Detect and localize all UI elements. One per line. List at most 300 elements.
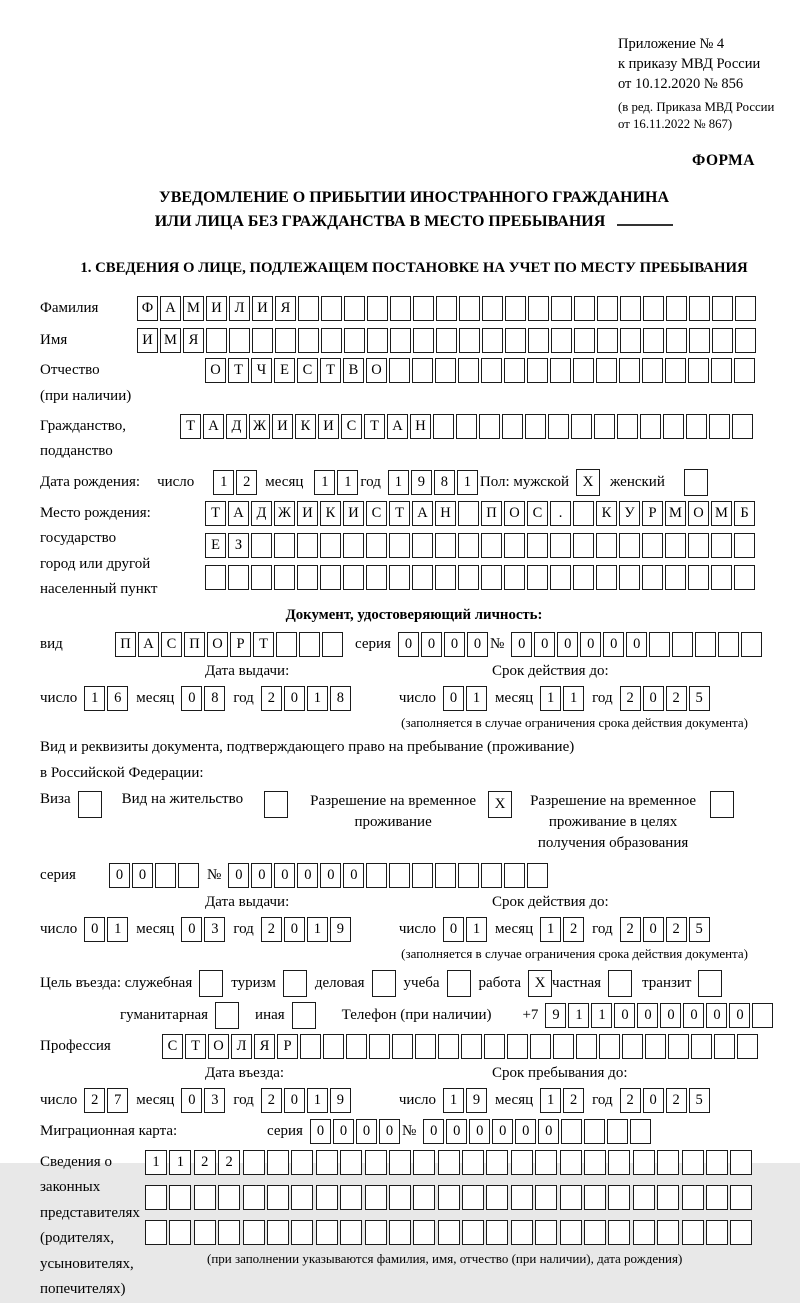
- char-cell[interactable]: 2: [261, 686, 282, 711]
- char-cell[interactable]: [649, 632, 670, 657]
- char-cell[interactable]: [732, 414, 753, 439]
- char-cell[interactable]: [665, 565, 686, 590]
- female-checkbox[interactable]: [684, 469, 708, 496]
- char-cell[interactable]: [415, 1034, 436, 1059]
- char-cell[interactable]: [346, 1034, 367, 1059]
- char-cell[interactable]: О: [207, 632, 228, 657]
- char-cell[interactable]: 0: [297, 863, 318, 888]
- char-cell[interactable]: 1: [540, 917, 561, 942]
- char-cell[interactable]: 1: [466, 686, 487, 711]
- char-cell[interactable]: [597, 328, 618, 353]
- char-cell[interactable]: [682, 1150, 704, 1175]
- char-cell[interactable]: [584, 1220, 606, 1245]
- char-cell[interactable]: [706, 1150, 728, 1175]
- char-cell[interactable]: [663, 414, 684, 439]
- char-cell[interactable]: [145, 1220, 167, 1245]
- char-cell[interactable]: З: [228, 533, 249, 558]
- char-cell[interactable]: [389, 358, 410, 383]
- char-cell[interactable]: [511, 1185, 533, 1210]
- char-cell[interactable]: Ж: [249, 414, 270, 439]
- char-cell[interactable]: [527, 863, 548, 888]
- char-cell[interactable]: [462, 1150, 484, 1175]
- char-cell[interactable]: [597, 296, 618, 321]
- char-cell[interactable]: [711, 533, 732, 558]
- char-cell[interactable]: 0: [660, 1003, 681, 1028]
- char-cell[interactable]: 1: [591, 1003, 612, 1028]
- char-cell[interactable]: [734, 565, 755, 590]
- char-cell[interactable]: [291, 1185, 313, 1210]
- char-cell[interactable]: Б: [734, 501, 755, 526]
- char-cell[interactable]: 0: [251, 863, 272, 888]
- char-cell[interactable]: [657, 1220, 679, 1245]
- char-cell[interactable]: [435, 565, 456, 590]
- char-cell[interactable]: 2: [84, 1088, 105, 1113]
- char-cell[interactable]: 0: [181, 1088, 202, 1113]
- char-cell[interactable]: [365, 1150, 387, 1175]
- char-cell[interactable]: [462, 1220, 484, 1245]
- char-cell[interactable]: С: [162, 1034, 183, 1059]
- char-cell[interactable]: [267, 1150, 289, 1175]
- char-cell[interactable]: [665, 533, 686, 558]
- char-cell[interactable]: А: [138, 632, 159, 657]
- char-cell[interactable]: [504, 565, 525, 590]
- char-cell[interactable]: А: [160, 296, 181, 321]
- char-cell[interactable]: [504, 358, 525, 383]
- char-cell[interactable]: 0: [643, 917, 664, 942]
- char-cell[interactable]: К: [320, 501, 341, 526]
- char-cell[interactable]: [511, 1150, 533, 1175]
- char-cell[interactable]: Т: [180, 414, 201, 439]
- char-cell[interactable]: [479, 414, 500, 439]
- char-cell[interactable]: [712, 328, 733, 353]
- char-cell[interactable]: И: [297, 501, 318, 526]
- char-cell[interactable]: 8: [330, 686, 351, 711]
- visa-checkbox[interactable]: [78, 791, 102, 818]
- char-cell[interactable]: [633, 1185, 655, 1210]
- char-cell[interactable]: [535, 1185, 557, 1210]
- char-cell[interactable]: [688, 533, 709, 558]
- char-cell[interactable]: [251, 565, 272, 590]
- char-cell[interactable]: 1: [443, 1088, 464, 1113]
- char-cell[interactable]: А: [387, 414, 408, 439]
- char-cell[interactable]: 0: [534, 632, 555, 657]
- char-cell[interactable]: [730, 1220, 752, 1245]
- char-cell[interactable]: [714, 1034, 735, 1059]
- char-cell[interactable]: [274, 565, 295, 590]
- char-cell[interactable]: [594, 414, 615, 439]
- char-cell[interactable]: [169, 1220, 191, 1245]
- char-cell[interactable]: О: [366, 358, 387, 383]
- char-cell[interactable]: [709, 414, 730, 439]
- char-cell[interactable]: Н: [410, 414, 431, 439]
- char-cell[interactable]: [482, 296, 503, 321]
- char-cell[interactable]: [505, 296, 526, 321]
- char-cell[interactable]: [642, 358, 663, 383]
- char-cell[interactable]: С: [297, 358, 318, 383]
- char-cell[interactable]: Т: [205, 501, 226, 526]
- purpose-other-checkbox[interactable]: [292, 1002, 316, 1029]
- residence-permit-checkbox[interactable]: [264, 791, 288, 818]
- char-cell[interactable]: [252, 328, 273, 353]
- char-cell[interactable]: [619, 533, 640, 558]
- char-cell[interactable]: [436, 328, 457, 353]
- char-cell[interactable]: [389, 1185, 411, 1210]
- char-cell[interactable]: [550, 565, 571, 590]
- purpose-official-checkbox[interactable]: [199, 970, 223, 997]
- char-cell[interactable]: 0: [511, 632, 532, 657]
- char-cell[interactable]: 1: [568, 1003, 589, 1028]
- char-cell[interactable]: М: [711, 501, 732, 526]
- char-cell[interactable]: [527, 533, 548, 558]
- char-cell[interactable]: [535, 1150, 557, 1175]
- char-cell[interactable]: [573, 501, 594, 526]
- purpose-study-checkbox[interactable]: [447, 970, 471, 997]
- char-cell[interactable]: [560, 1220, 582, 1245]
- char-cell[interactable]: [505, 328, 526, 353]
- char-cell[interactable]: 1: [563, 686, 584, 711]
- char-cell[interactable]: [456, 414, 477, 439]
- char-cell[interactable]: [340, 1150, 362, 1175]
- char-cell[interactable]: Ч: [251, 358, 272, 383]
- char-cell[interactable]: [459, 296, 480, 321]
- char-cell[interactable]: 0: [643, 686, 664, 711]
- char-cell[interactable]: [666, 296, 687, 321]
- char-cell[interactable]: 0: [109, 863, 130, 888]
- char-cell[interactable]: [481, 863, 502, 888]
- char-cell[interactable]: С: [527, 501, 548, 526]
- char-cell[interactable]: 3: [204, 1088, 225, 1113]
- char-cell[interactable]: [169, 1185, 191, 1210]
- char-cell[interactable]: 0: [643, 1088, 664, 1113]
- char-cell[interactable]: 9: [466, 1088, 487, 1113]
- char-cell[interactable]: [486, 1220, 508, 1245]
- char-cell[interactable]: [228, 565, 249, 590]
- char-cell[interactable]: [340, 1185, 362, 1210]
- char-cell[interactable]: 0: [181, 917, 202, 942]
- char-cell[interactable]: [596, 358, 617, 383]
- char-cell[interactable]: 0: [492, 1119, 513, 1144]
- char-cell[interactable]: О: [205, 358, 226, 383]
- char-cell[interactable]: Т: [389, 501, 410, 526]
- char-cell[interactable]: [389, 863, 410, 888]
- char-cell[interactable]: [178, 863, 199, 888]
- char-cell[interactable]: 2: [666, 917, 687, 942]
- char-cell[interactable]: Ж: [274, 501, 295, 526]
- char-cell[interactable]: [298, 296, 319, 321]
- male-checkbox[interactable]: X: [576, 469, 600, 496]
- char-cell[interactable]: 0: [320, 863, 341, 888]
- char-cell[interactable]: О: [688, 501, 709, 526]
- char-cell[interactable]: [741, 632, 762, 657]
- char-cell[interactable]: К: [295, 414, 316, 439]
- char-cell[interactable]: Т: [185, 1034, 206, 1059]
- char-cell[interactable]: 0: [356, 1119, 377, 1144]
- char-cell[interactable]: 0: [467, 632, 488, 657]
- char-cell[interactable]: 2: [620, 686, 641, 711]
- char-cell[interactable]: [243, 1220, 265, 1245]
- char-cell[interactable]: 0: [614, 1003, 635, 1028]
- char-cell[interactable]: Т: [228, 358, 249, 383]
- char-cell[interactable]: 8: [434, 470, 455, 495]
- char-cell[interactable]: [433, 414, 454, 439]
- temp-residence-edu-checkbox[interactable]: [710, 791, 734, 818]
- char-cell[interactable]: 5: [689, 686, 710, 711]
- char-cell[interactable]: [367, 296, 388, 321]
- char-cell[interactable]: 0: [446, 1119, 467, 1144]
- char-cell[interactable]: [320, 533, 341, 558]
- char-cell[interactable]: [668, 1034, 689, 1059]
- char-cell[interactable]: [706, 1185, 728, 1210]
- char-cell[interactable]: Е: [205, 533, 226, 558]
- purpose-business-checkbox[interactable]: [372, 970, 396, 997]
- char-cell[interactable]: [734, 358, 755, 383]
- char-cell[interactable]: 3: [204, 917, 225, 942]
- char-cell[interactable]: [367, 328, 388, 353]
- char-cell[interactable]: 2: [620, 1088, 641, 1113]
- char-cell[interactable]: [688, 565, 709, 590]
- char-cell[interactable]: [642, 565, 663, 590]
- char-cell[interactable]: [369, 1034, 390, 1059]
- char-cell[interactable]: [322, 632, 343, 657]
- char-cell[interactable]: [535, 1220, 557, 1245]
- char-cell[interactable]: Е: [274, 358, 295, 383]
- char-cell[interactable]: [576, 1034, 597, 1059]
- char-cell[interactable]: 2: [666, 686, 687, 711]
- char-cell[interactable]: [735, 328, 756, 353]
- char-cell[interactable]: С: [341, 414, 362, 439]
- char-cell[interactable]: К: [596, 501, 617, 526]
- purpose-transit-checkbox[interactable]: [698, 970, 722, 997]
- char-cell[interactable]: [323, 1034, 344, 1059]
- char-cell[interactable]: [155, 863, 176, 888]
- char-cell[interactable]: П: [481, 501, 502, 526]
- char-cell[interactable]: [390, 328, 411, 353]
- char-cell[interactable]: [413, 1220, 435, 1245]
- char-cell[interactable]: [504, 533, 525, 558]
- char-cell[interactable]: [298, 328, 319, 353]
- char-cell[interactable]: Р: [230, 632, 251, 657]
- char-cell[interactable]: 0: [343, 863, 364, 888]
- char-cell[interactable]: [413, 1150, 435, 1175]
- char-cell[interactable]: [573, 533, 594, 558]
- char-cell[interactable]: 5: [689, 1088, 710, 1113]
- char-cell[interactable]: С: [366, 501, 387, 526]
- char-cell[interactable]: [584, 1185, 606, 1210]
- char-cell[interactable]: Р: [277, 1034, 298, 1059]
- char-cell[interactable]: 0: [284, 917, 305, 942]
- char-cell[interactable]: [482, 328, 503, 353]
- char-cell[interactable]: [530, 1034, 551, 1059]
- char-cell[interactable]: [218, 1220, 240, 1245]
- char-cell[interactable]: [389, 565, 410, 590]
- char-cell[interactable]: 0: [423, 1119, 444, 1144]
- char-cell[interactable]: [436, 296, 457, 321]
- char-cell[interactable]: М: [160, 328, 181, 353]
- char-cell[interactable]: 0: [637, 1003, 658, 1028]
- char-cell[interactable]: 1: [307, 1088, 328, 1113]
- char-cell[interactable]: [486, 1150, 508, 1175]
- char-cell[interactable]: [392, 1034, 413, 1059]
- char-cell[interactable]: 0: [284, 686, 305, 711]
- char-cell[interactable]: А: [203, 414, 224, 439]
- char-cell[interactable]: [320, 565, 341, 590]
- char-cell[interactable]: [229, 328, 250, 353]
- char-cell[interactable]: [316, 1185, 338, 1210]
- char-cell[interactable]: [706, 1220, 728, 1245]
- char-cell[interactable]: [657, 1185, 679, 1210]
- char-cell[interactable]: 7: [107, 1088, 128, 1113]
- char-cell[interactable]: Н: [435, 501, 456, 526]
- char-cell[interactable]: [672, 632, 693, 657]
- char-cell[interactable]: [243, 1150, 265, 1175]
- char-cell[interactable]: [243, 1185, 265, 1210]
- char-cell[interactable]: [205, 565, 226, 590]
- char-cell[interactable]: А: [412, 501, 433, 526]
- char-cell[interactable]: 9: [330, 917, 351, 942]
- char-cell[interactable]: 1: [213, 470, 234, 495]
- char-cell[interactable]: [573, 565, 594, 590]
- char-cell[interactable]: [608, 1220, 630, 1245]
- char-cell[interactable]: Д: [251, 501, 272, 526]
- char-cell[interactable]: 0: [228, 863, 249, 888]
- char-cell[interactable]: [461, 1034, 482, 1059]
- char-cell[interactable]: [458, 533, 479, 558]
- char-cell[interactable]: 1: [337, 470, 358, 495]
- char-cell[interactable]: [525, 414, 546, 439]
- char-cell[interactable]: [599, 1034, 620, 1059]
- char-cell[interactable]: 8: [204, 686, 225, 711]
- char-cell[interactable]: [412, 863, 433, 888]
- char-cell[interactable]: 1: [540, 686, 561, 711]
- char-cell[interactable]: [574, 328, 595, 353]
- purpose-work-checkbox[interactable]: X: [528, 970, 552, 997]
- char-cell[interactable]: Т: [320, 358, 341, 383]
- char-cell[interactable]: [343, 533, 364, 558]
- char-cell[interactable]: 9: [411, 470, 432, 495]
- char-cell[interactable]: 0: [538, 1119, 559, 1144]
- char-cell[interactable]: [619, 358, 640, 383]
- char-cell[interactable]: 9: [330, 1088, 351, 1113]
- char-cell[interactable]: 1: [307, 686, 328, 711]
- char-cell[interactable]: [502, 414, 523, 439]
- char-cell[interactable]: 2: [666, 1088, 687, 1113]
- char-cell[interactable]: [643, 296, 664, 321]
- char-cell[interactable]: 0: [557, 632, 578, 657]
- char-cell[interactable]: [553, 1034, 574, 1059]
- char-cell[interactable]: [459, 328, 480, 353]
- char-cell[interactable]: [321, 328, 342, 353]
- char-cell[interactable]: [730, 1185, 752, 1210]
- char-cell[interactable]: 0: [284, 1088, 305, 1113]
- char-cell[interactable]: [527, 565, 548, 590]
- char-cell[interactable]: [528, 296, 549, 321]
- char-cell[interactable]: [413, 1185, 435, 1210]
- char-cell[interactable]: [528, 328, 549, 353]
- char-cell[interactable]: [251, 533, 272, 558]
- char-cell[interactable]: [344, 296, 365, 321]
- char-cell[interactable]: 1: [388, 470, 409, 495]
- char-cell[interactable]: 0: [333, 1119, 354, 1144]
- char-cell[interactable]: [630, 1119, 651, 1144]
- char-cell[interactable]: [511, 1220, 533, 1245]
- char-cell[interactable]: [486, 1185, 508, 1210]
- char-cell[interactable]: [504, 863, 525, 888]
- char-cell[interactable]: [316, 1150, 338, 1175]
- char-cell[interactable]: [688, 358, 709, 383]
- char-cell[interactable]: И: [252, 296, 273, 321]
- char-cell[interactable]: [413, 328, 434, 353]
- char-cell[interactable]: [365, 1220, 387, 1245]
- temp-residence-checkbox[interactable]: X: [488, 791, 512, 818]
- char-cell[interactable]: [682, 1220, 704, 1245]
- char-cell[interactable]: Л: [231, 1034, 252, 1059]
- char-cell[interactable]: [550, 358, 571, 383]
- char-cell[interactable]: [527, 358, 548, 383]
- char-cell[interactable]: [642, 533, 663, 558]
- char-cell[interactable]: [695, 632, 716, 657]
- char-cell[interactable]: [620, 328, 641, 353]
- char-cell[interactable]: Я: [254, 1034, 275, 1059]
- char-cell[interactable]: 0: [379, 1119, 400, 1144]
- char-cell[interactable]: [321, 296, 342, 321]
- char-cell[interactable]: Ф: [137, 296, 158, 321]
- char-cell[interactable]: [297, 533, 318, 558]
- char-cell[interactable]: [438, 1220, 460, 1245]
- char-cell[interactable]: 2: [563, 917, 584, 942]
- char-cell[interactable]: [413, 296, 434, 321]
- char-cell[interactable]: [194, 1185, 216, 1210]
- char-cell[interactable]: [560, 1185, 582, 1210]
- char-cell[interactable]: [712, 296, 733, 321]
- char-cell[interactable]: [573, 358, 594, 383]
- char-cell[interactable]: 2: [261, 1088, 282, 1113]
- char-cell[interactable]: [438, 1150, 460, 1175]
- char-cell[interactable]: [438, 1034, 459, 1059]
- char-cell[interactable]: [548, 414, 569, 439]
- char-cell[interactable]: С: [161, 632, 182, 657]
- char-cell[interactable]: 0: [310, 1119, 331, 1144]
- char-cell[interactable]: [645, 1034, 666, 1059]
- char-cell[interactable]: [596, 565, 617, 590]
- char-cell[interactable]: 0: [443, 917, 464, 942]
- char-cell[interactable]: 0: [444, 632, 465, 657]
- char-cell[interactable]: [643, 328, 664, 353]
- char-cell[interactable]: 0: [706, 1003, 727, 1028]
- char-cell[interactable]: 6: [107, 686, 128, 711]
- char-cell[interactable]: [299, 632, 320, 657]
- char-cell[interactable]: [481, 358, 502, 383]
- char-cell[interactable]: [584, 1150, 606, 1175]
- char-cell[interactable]: [608, 1185, 630, 1210]
- char-cell[interactable]: [711, 358, 732, 383]
- char-cell[interactable]: 1: [540, 1088, 561, 1113]
- char-cell[interactable]: [640, 414, 661, 439]
- char-cell[interactable]: О: [504, 501, 525, 526]
- char-cell[interactable]: 0: [729, 1003, 750, 1028]
- char-cell[interactable]: [734, 533, 755, 558]
- char-cell[interactable]: 0: [132, 863, 153, 888]
- char-cell[interactable]: [682, 1185, 704, 1210]
- char-cell[interactable]: У: [619, 501, 640, 526]
- char-cell[interactable]: Л: [229, 296, 250, 321]
- char-cell[interactable]: В: [343, 358, 364, 383]
- char-cell[interactable]: [458, 565, 479, 590]
- char-cell[interactable]: [737, 1034, 758, 1059]
- char-cell[interactable]: [718, 632, 739, 657]
- char-cell[interactable]: И: [206, 296, 227, 321]
- char-cell[interactable]: 0: [683, 1003, 704, 1028]
- char-cell[interactable]: [550, 533, 571, 558]
